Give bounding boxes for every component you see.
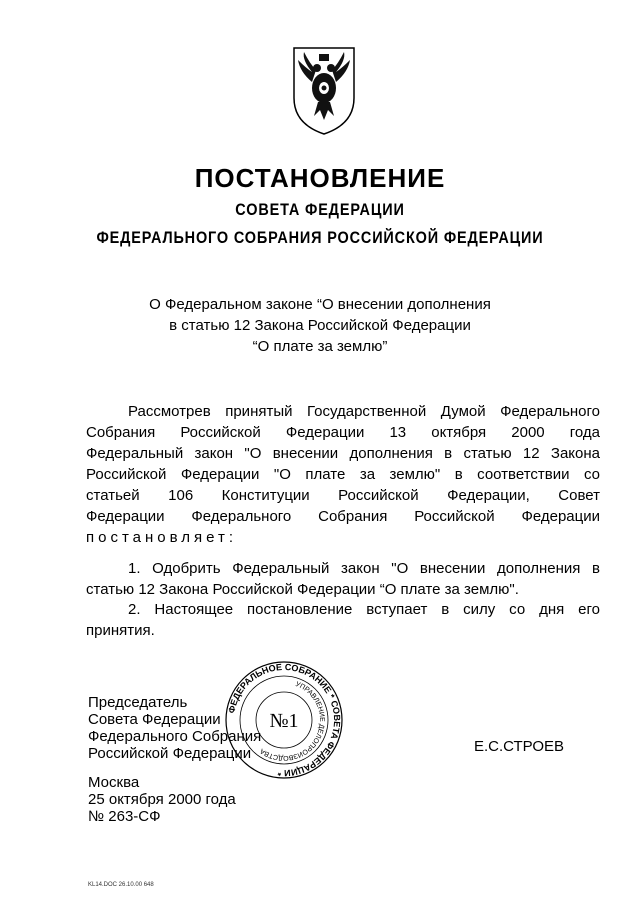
- resolution-item-1: [86, 558, 600, 600]
- place-date-number: [88, 774, 236, 825]
- date: 25 октября 2000 года: [88, 791, 236, 808]
- position-line: Совета Федерации: [88, 711, 221, 728]
- item-line: принятия.: [86, 622, 155, 639]
- paragraph-line: Рассмотрев принятый Государственной Думой Федерального: [128, 403, 600, 420]
- issuer-line-2: ФЕДЕРАЛЬНОГО СОБРАНИЯ РОССИЙСКОЙ ФЕДЕРАЦИИ: [96, 228, 544, 247]
- item-line: 2. Настоящее постановление вступает в силу со дня его: [128, 601, 600, 618]
- subject-line: в статью 12 Закона Российской Федерации: [169, 317, 471, 334]
- official-stamp: [224, 660, 344, 780]
- paragraph-line: Федеральный закон "О внесении дополнения в статью 12 Закона: [86, 445, 600, 462]
- svg-text:№1: №1: [269, 710, 299, 732]
- position-line: Российской Федерации: [88, 745, 252, 762]
- resolution-keyword: постановляет:: [86, 529, 238, 546]
- paragraph-line: статьей 106 Конституции Российской Федерации, Совет: [86, 487, 600, 504]
- document-number: № 263-СФ: [88, 808, 161, 825]
- item-line: 1. Одобрить Федеральный закон "О внесении дополнения в: [128, 560, 600, 577]
- document-subject: [0, 294, 640, 357]
- issuer-line-1: СОВЕТА ФЕДЕРАЦИИ: [235, 200, 405, 219]
- subject-line: О Федеральном законе “О внесении дополнения: [149, 296, 491, 313]
- item-line: статью 12 Закона Российской Федерации “О плате за землю".: [86, 581, 519, 598]
- paragraph-line: Российской Федерации "О плате за землю" в соответствии со: [86, 466, 600, 483]
- coat-of-arms-emblem: [288, 42, 360, 138]
- position-line: Федерального Собрания: [88, 728, 262, 745]
- file-footer: KL14.DOC 26.10.00 648: [88, 882, 154, 888]
- preamble-paragraph: [86, 401, 600, 548]
- document-title: ПОСТАНОВЛЕНИЕ: [194, 163, 446, 193]
- subject-line: “О плате за землю”: [252, 338, 388, 355]
- svg-text:УПРАВЛЕНИЕ ДЕЛОПРОИЗВОДСТВА: УПРАВЛЕНИЕ ДЕЛОПРОИЗВОДСТВА: [259, 681, 326, 762]
- position-line: Председатель: [88, 694, 188, 711]
- paragraph-line: Федерации Федерального Собрания Российской Федерации: [86, 508, 600, 525]
- resolution-item-2: [86, 599, 600, 641]
- city: Москва: [88, 774, 140, 791]
- signatory-name: Е.С.СТРОЕВ: [474, 738, 565, 755]
- paragraph-line: Собрания Российской Федерации 13 октября 2000 года: [86, 424, 600, 441]
- svg-text:ФЕДЕРАЛЬНОЕ СОБРАНИЕ * СОВЕТА: ФЕДЕРАЛЬНОЕ СОБРАНИЕ * СОВЕТА ФЕДЕРАЦИИ *: [226, 661, 343, 779]
